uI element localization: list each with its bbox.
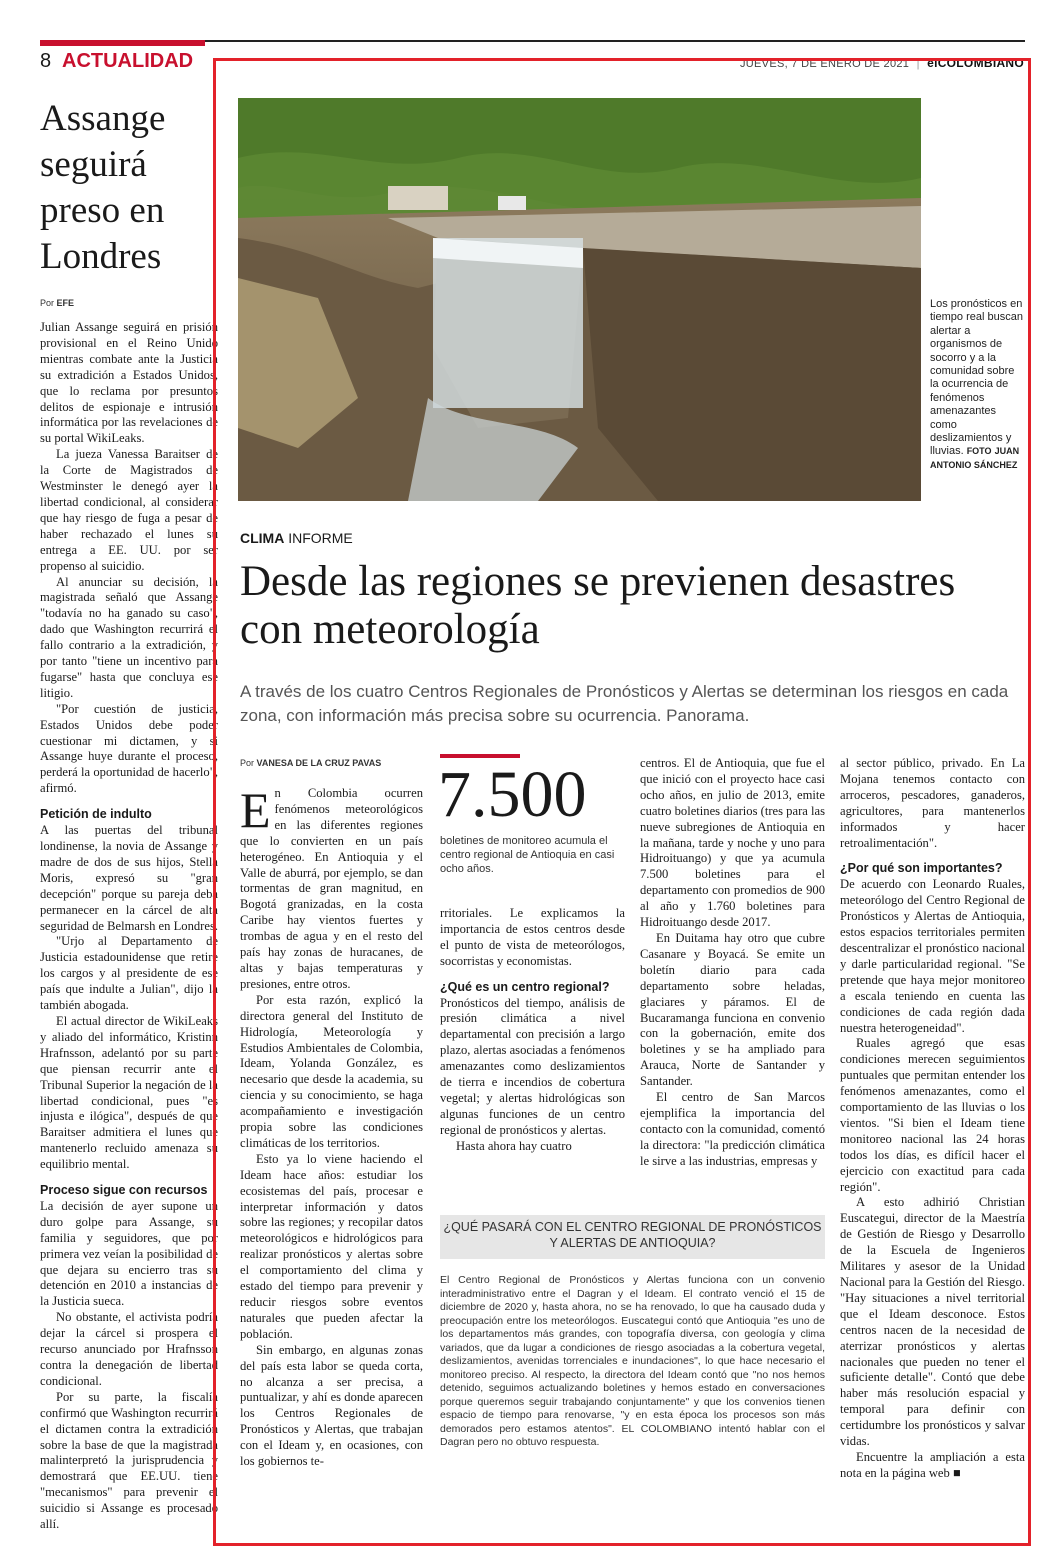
byline-prefix: Por	[240, 758, 255, 768]
article-column-3	[640, 756, 825, 1170]
photo-credit-label: FOTO	[966, 446, 992, 457]
paragraph: Hasta ahora hay cuatro	[456, 1138, 572, 1153]
paragraph: "Urjo al Departamento de Justicia estadounidense que retire los cargos y al presidente de ese país que indulte a Julian", dijo la también abogada.	[40, 934, 218, 1013]
article-column-2	[440, 906, 625, 1155]
byline-prefix: Por	[40, 298, 55, 308]
paragraph: centros. El de Antioquia, que fue el que inició con el proyecto hace casi ocho años, en julio de 2013, emite cuatro boletines diarios (tres para las nueve subregiones de Antioquia en la mañana, tarde y noche y uno para Hidroituango) y que ya acumula 7.500 boletines para el departamento con promedios de 900 al año y 1.760 boletines para Hidroituango desde 2017.	[640, 756, 825, 930]
paragraph: "Por cuestión de justicia, Estados Unidos debe poder cuestionar mi dictamen, y si Assange huye durante el proceso, perderá la oportunidad de hacerlo", afirmó.	[40, 701, 218, 796]
paragraph: Ruales agregó que esas condiciones merecen seguimientos puntuales que permitan entender los fenómenos amenazantes, como el comportamiento de las lluvias o los vientos. "Si bien el Ideam tiene monitoreo nacional las 24 horas todos los días, es difícil hacer el ejercicio con exactitud para cada región".	[840, 1036, 1025, 1194]
masthead: elCOLOMBIANO	[927, 56, 1025, 70]
landslide-photo	[238, 98, 921, 501]
section-accent-bar	[40, 40, 205, 46]
kicker-bold: CLIMA	[240, 530, 285, 546]
paragraph: La jueza Vanessa Baraitser de la Corte de Magistrados de Westminster le denegó ayer la libertad condicional, al considerar que hay riesgo de fuga a pesar de haber rechazado el lunes su entrega a EE. UU. por ser propenso al suicidio.	[40, 447, 218, 573]
sidebar-article-title: Assange seguirá preso en Londres	[40, 98, 166, 277]
photo-credit: JUAN ANTONIO SÁNCHEZ	[930, 446, 1020, 470]
main-byline	[240, 758, 381, 768]
paragraph: Encuentre la ampliación a esta nota en la página web ■	[840, 1449, 1025, 1480]
page-number: 8	[40, 50, 52, 72]
big-figure-description: boletines de monitoreo acumula el centro regional de Antioquia en casi ocho años.	[440, 835, 615, 875]
big-figure: 7.500	[438, 758, 587, 831]
paragraph: En Duitama hay otro que cubre Casanare y Boyacá. Se emite un boletín diario para cada departamento sobre heladas, glaciares y páramos. El de Bucaramanga funciona en convenio con la gobernación, emite dos boletines y se ha ampliado para Arauca, Norte de Santander y Santander.	[640, 930, 825, 1089]
sidebar-article-body	[40, 320, 218, 1533]
main-headline: Desde las regiones se previenen desastres con meteorología	[240, 558, 956, 653]
photo-illustration	[238, 98, 921, 501]
article-column-1	[240, 782, 423, 1470]
section-name: ACTUALIDAD	[62, 50, 194, 72]
paragraph: El centro de San Marcos ejemplifica la importancia del contacto con la comunidad, comentó la directora: "la predicción climática le sirve a las industrias, empresas y	[640, 1090, 825, 1168]
subhead: ¿Qué es un centro regional?	[440, 979, 610, 994]
paragraph: No obstante, el activista podría dejar la cárcel si prospera el recurso anunciado por Hrafnsson contra la denegación de libertad condicional.	[40, 1310, 218, 1388]
sidebox-title: ¿QUÉ PASARÁ CON EL CENTRO REGIONAL DE PRONÓSTICOS Y ALERTAS DE ANTIOQUIA?	[440, 1215, 825, 1259]
dateline: JUEVES, 7 DE ENERO DE 2021 | elCOLOMBIANO	[740, 56, 1025, 70]
drop-cap: E	[240, 782, 271, 838]
article-column-4	[840, 756, 1025, 1482]
main-dek: A través de los cuatro Centros Regionales de Pronósticos y Alertas se determinan los riesgos en cada zona, con información más precisa sobre su ocurrencia. Panorama.	[240, 682, 1009, 725]
paragraph: Sin embargo, en algunas zonas del país esta labor se queda corta, no alcanza a ser precisa, a puntualizar, y ahí es donde aparecen los Centros Regionales de Pronósticos y Alertas, que trabajan con el Ideam y, en ocasiones, con los gobiernos te-	[240, 1342, 423, 1469]
paragraph: De acuerdo con Leonardo Ruales, meteorólogo del Centro Regional de Pronósticos y Alertas de Antioquia, estos espacios territoriales permiten descentralizar el pronóstico nacional y darle particularidad regional. "Se pretende que haya mejor monitoreo a escala teniendo en cuenta las condiciones de cada región dada nuestra heterogeneidad".	[840, 877, 1025, 1035]
sidebox-body: El Centro Regional de Pronósticos y Alertas funciona con un convenio interadministrativo entre el Dagran y el Ideam. El contrato venció el 15 de diciembre de 2020 y, hasta ahora, no se ha renovado, lo que ha causado duda y preocupación entre los meteorólogos. Euscategui contó que Antioquia "es uno de los departamentos más grandes, con topografía diversa, con geología y clima variados, que da lugar a condiciones de riesgo asociadas a la cobertura vegetal, deslizamientos, avenidas torrenciales e inundaciones", lo que hace necesario el monitoreo preciso. Al respecto, la directora del Ideam contó que "no nos hemos detenido, seguimos actualizando boletines y hemos estado en conversaciones porque queremos seguir trabajando conjuntamente" y que los convenios tienen espacio de tiempo para renovarse, "y en esta época los procesos son más demorados pero estamos atentos". EL COLOMBIANO intentó hablar con el Dagran pero no obtuvo respuesta.	[440, 1274, 825, 1448]
paragraph: Julian Assange seguirá en prisión provisional en el Reino Unido mientras combate ante la Justicia su extradición a Estados Unidos, que lo reclama por presuntos delitos de espionaje e intrusión informática por las revelaciones de su portal WikiLeaks.	[40, 320, 218, 446]
paragraph: Por su parte, la fiscalía confirmó que Washington recurrirá el dictamen contra la extradición sobre la base de que la magistrada malinterpretó la jurisprudencia y demostrará que EE.UU. tiene "mecanismos" para prevenir el suicidio si Assange es procesado allí.	[40, 1389, 218, 1532]
caption-text: Los pronósticos en tiempo real buscan alertar a organismos de socorro y a la comunidad sobre la ocurrencia de fenómenos amenazantes como deslizamientos y lluvias.	[930, 298, 1023, 458]
lead-paragraph	[240, 782, 423, 993]
paragraph: Por esta razón, explicó la directora general del Instituto de Hidrología, Meteorología y Estudios Ambientales de Colombia, Ideam, Yolanda González, es necesario que desde la academia, su ciencia y su conocimiento, se haga acompañamiento e investigación propia sobre las condiciones climáticas de los territorios.	[240, 992, 423, 1150]
paragraph: Al anunciar su decisión, la magistrada señaló que Assange "todavía no ha ganado su caso", dado que Washington recurrirá el fallo contrario a la extradición, y por tanto "tiene un incentivo para fugarse" hasta que concluya ese litigio.	[40, 574, 218, 700]
paragraph: Esto ya lo viene haciendo el Ideam hace años: estudiar los ecosistemas del país, procesar e interpretar información y datos sobre las regiones; y recopilar datos meteorológicos e hidrológicos para realizar pronósticos y alertas sobre el comportamiento del clima y estado del tiempo para prevenir y reducir riesgos sobre eventos naturales que pueden afectar la población.	[240, 1151, 423, 1341]
byline-author: VANESA DE LA CRUZ PAVAS	[256, 758, 382, 768]
sidebar-byline	[40, 298, 74, 308]
subhead: Petición de indulto	[40, 807, 152, 822]
subhead: ¿Por qué son importantes?	[840, 861, 1003, 876]
kicker-light: INFORME	[288, 530, 353, 546]
paragraph: al sector público, privado. En La Mojana tenemos contacto con arroceros, pescadores, ganaderos, agricultores, para mantenerlos informados y hacer retroalimentación".	[840, 756, 1025, 850]
subhead: Proceso sigue con recursos	[40, 1183, 208, 1198]
date-text: JUEVES, 7 DE ENERO DE 2021	[740, 58, 910, 70]
byline-author: EFE	[56, 298, 75, 308]
paragraph: A esto adhirió Christian Euscategui, director de la Maestría de Gestión de Riesgo y Desarrollo de la Escuela de Ingenieros Militares y asesor de la Unidad Nacional para la Gestión del Riesgo. "Hay situaciones a nivel territorial que el Ideam desconoce. Estos centros nacen de la necesidad de aterrizar pronósticos y alertas nacionales que pueden no tener el suficiente detalle". Contó que debe haber más resolución espacial y temporal para definir con certidumbre los pronósticos y salvar vidas.	[840, 1195, 1025, 1449]
paragraph: Pronósticos del tiempo, análisis de presión climática a nivel departamental con precisión a largo plazo, alertas asociadas a fenómenos amenazantes como deslizamientos de tierra e incendios de cobertura vegetal; y alertas hidrológicas son algunas funciones de un centro regional de pronósticos y alertas.	[440, 995, 625, 1137]
lead-text: n Colombia ocurren fenómenos meteorológicos en las diferentes regiones que lo convierten en un país heterogéneo. En Antioquia y el Valle de aburrá, por ejemplo, se dan tormentas de gran magnitud, en Bogotá granizadas, en la costa Caribe hay vientos fuertes y trombas de agua y en el resto del país hay zonas de huracanes, de altas y bajas temperaturas y presiones, entre otros.	[240, 786, 423, 991]
paragraph: El actual director de WikiLeaks y aliado del informático, Kristinn Hrafnsson, adelantó por su parte que piensan recurrir ante el Tribunal Superior la negación de la libertad condicional, pues "es injusta e ilógica", después de que Baraitser admitiera el lunes que mantenerlo recluido amenaza su equilibrio mental.	[40, 1013, 218, 1172]
paragraph: A las puertas del tribunal londinense, la novia de Assange y madre de dos de sus hijos, Stella Moris, expresó su "gran decepción" porque su pareja deba permanecer en la cárcel de alta seguridad de Belmarsh en Londres.	[40, 823, 219, 933]
kicker	[240, 530, 353, 546]
paragraph: La decisión de ayer supone un duro golpe para Assange, su familia y seguidores, que por primera vez veían la posibilidad de que dejara su encierro tras su detención en 2010 a instancias de la Justicia sueca.	[40, 1198, 218, 1309]
photo-caption	[930, 298, 1025, 472]
paragraph: rritoriales. Le explicamos la importancia de estos centros desde el punto de vista de meteorólogos, socorristas y economistas.	[440, 906, 625, 968]
